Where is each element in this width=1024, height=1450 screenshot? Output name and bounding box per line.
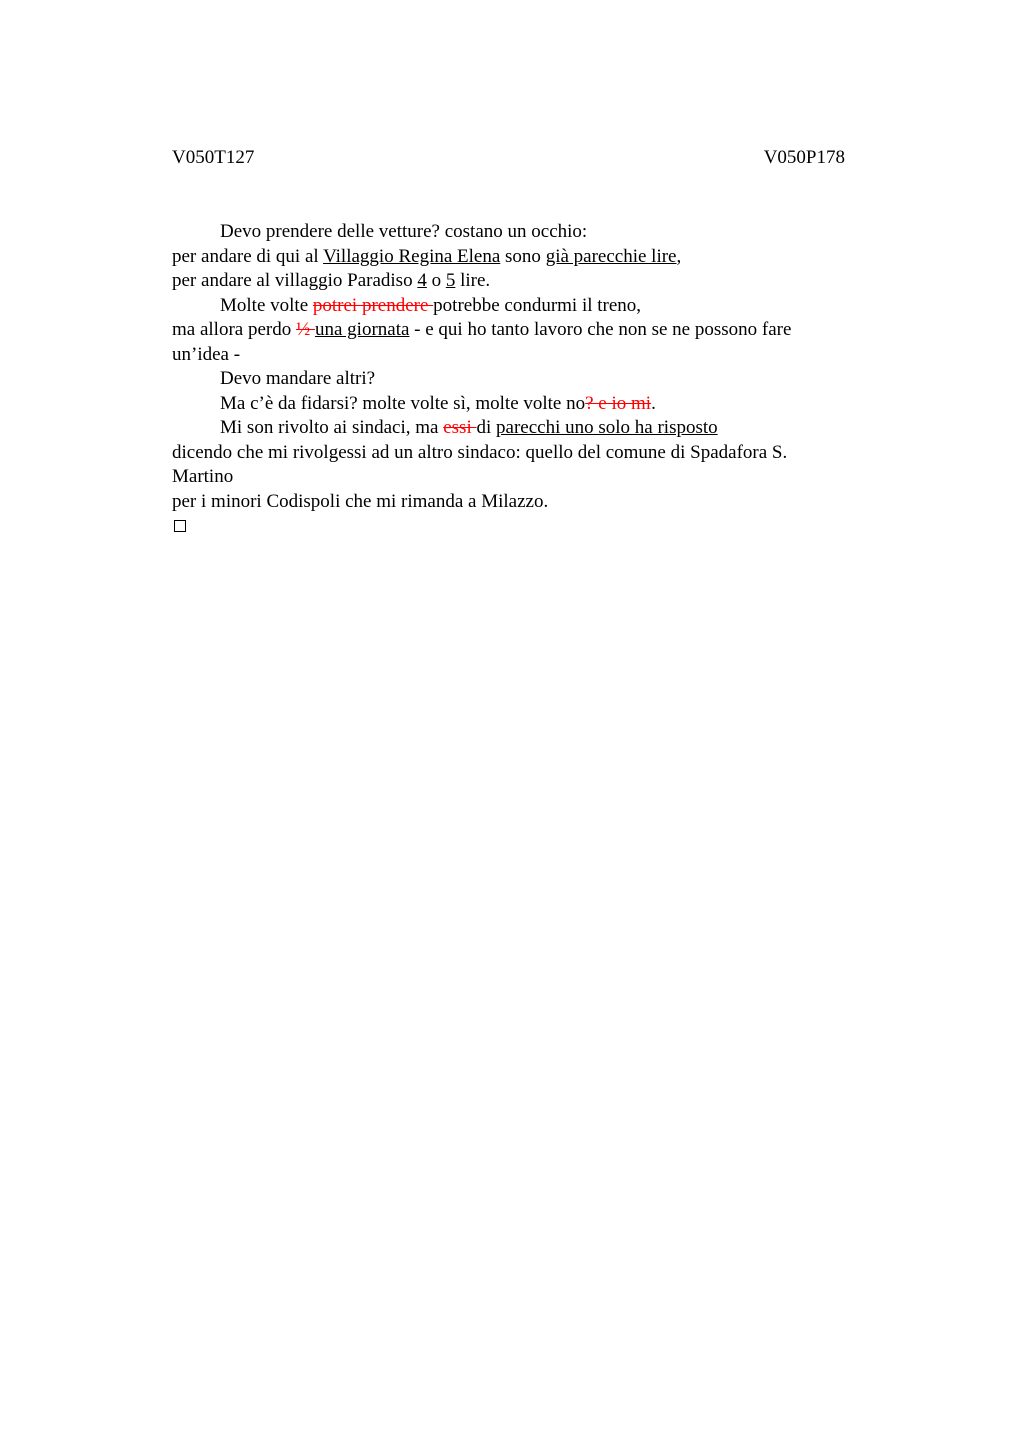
text-line-4 — [172, 294, 847, 319]
text-segment: Martino — [172, 466, 234, 487]
text-line-10 — [172, 441, 847, 466]
text-segment: un’idea - — [172, 343, 241, 365]
text-line-7 — [172, 367, 847, 392]
text-segment: Devo prendere delle vetture? costano un occhio: — [220, 221, 588, 242]
text-line-9 — [172, 416, 847, 441]
underlined-text: parecchi uno solo ha risposto — [496, 417, 718, 438]
document-id-right: V050P178 — [763, 147, 845, 168]
deleted-text: ? e io mi — [585, 392, 652, 414]
text-segment: Mi son rivolto ai sindaci, ma — [220, 417, 444, 438]
page-header — [172, 146, 845, 170]
text-segment: o — [426, 270, 446, 291]
end-marker-square-icon — [174, 520, 186, 532]
deleted-text: potrei prendere — [312, 294, 434, 316]
text-segment: Ma c’è da fidarsi? molte volte sì, molte volte no — [220, 392, 586, 414]
text-segment: - e qui ho tanto lavoro che non se ne possono fare — [409, 319, 792, 340]
text-line-1 — [172, 220, 847, 245]
text-segment: dicendo che mi rivolgessi ad un altro sindaco: quello del comune di Spadafora S. — [172, 441, 788, 463]
document-id-left: V050T127 — [172, 147, 255, 168]
deleted-text: essi — [443, 417, 477, 438]
text-segment: per andare al villaggio Paradiso — [172, 270, 418, 291]
text-segment: Devo mandare altri? — [220, 368, 376, 389]
text-line-8 — [172, 392, 847, 417]
text-line-11 — [172, 465, 847, 490]
text-line-5 — [172, 318, 847, 343]
text-segment: , — [676, 245, 682, 267]
deleted-text: ½ — [295, 319, 315, 340]
text-segment: per i minori Codispoli che mi rimanda a Milazzo. — [172, 490, 549, 512]
text-segment: sono — [500, 245, 546, 267]
text-line-12 — [172, 490, 847, 515]
text-line-6 — [172, 343, 847, 368]
text-segment: Molte volte — [220, 294, 313, 316]
underlined-text: 5 — [445, 270, 456, 291]
text-line-2 — [172, 245, 847, 270]
text-segment: . — [651, 392, 656, 414]
underlined-text: già parecchie lire — [545, 245, 677, 267]
underlined-text: una giornata — [314, 319, 410, 340]
transcription-body — [172, 220, 847, 532]
underlined-text: Villaggio Regina Elena — [323, 245, 501, 267]
text-segment: ma allora perdo — [172, 319, 296, 340]
text-line-3 — [172, 269, 847, 294]
text-segment: di — [476, 417, 497, 438]
text-segment: potrebbe condurmi il treno, — [433, 294, 642, 316]
text-segment: per andare di qui al — [172, 245, 324, 267]
text-segment: lire. — [455, 270, 491, 291]
underlined-text: 4 — [417, 270, 427, 291]
